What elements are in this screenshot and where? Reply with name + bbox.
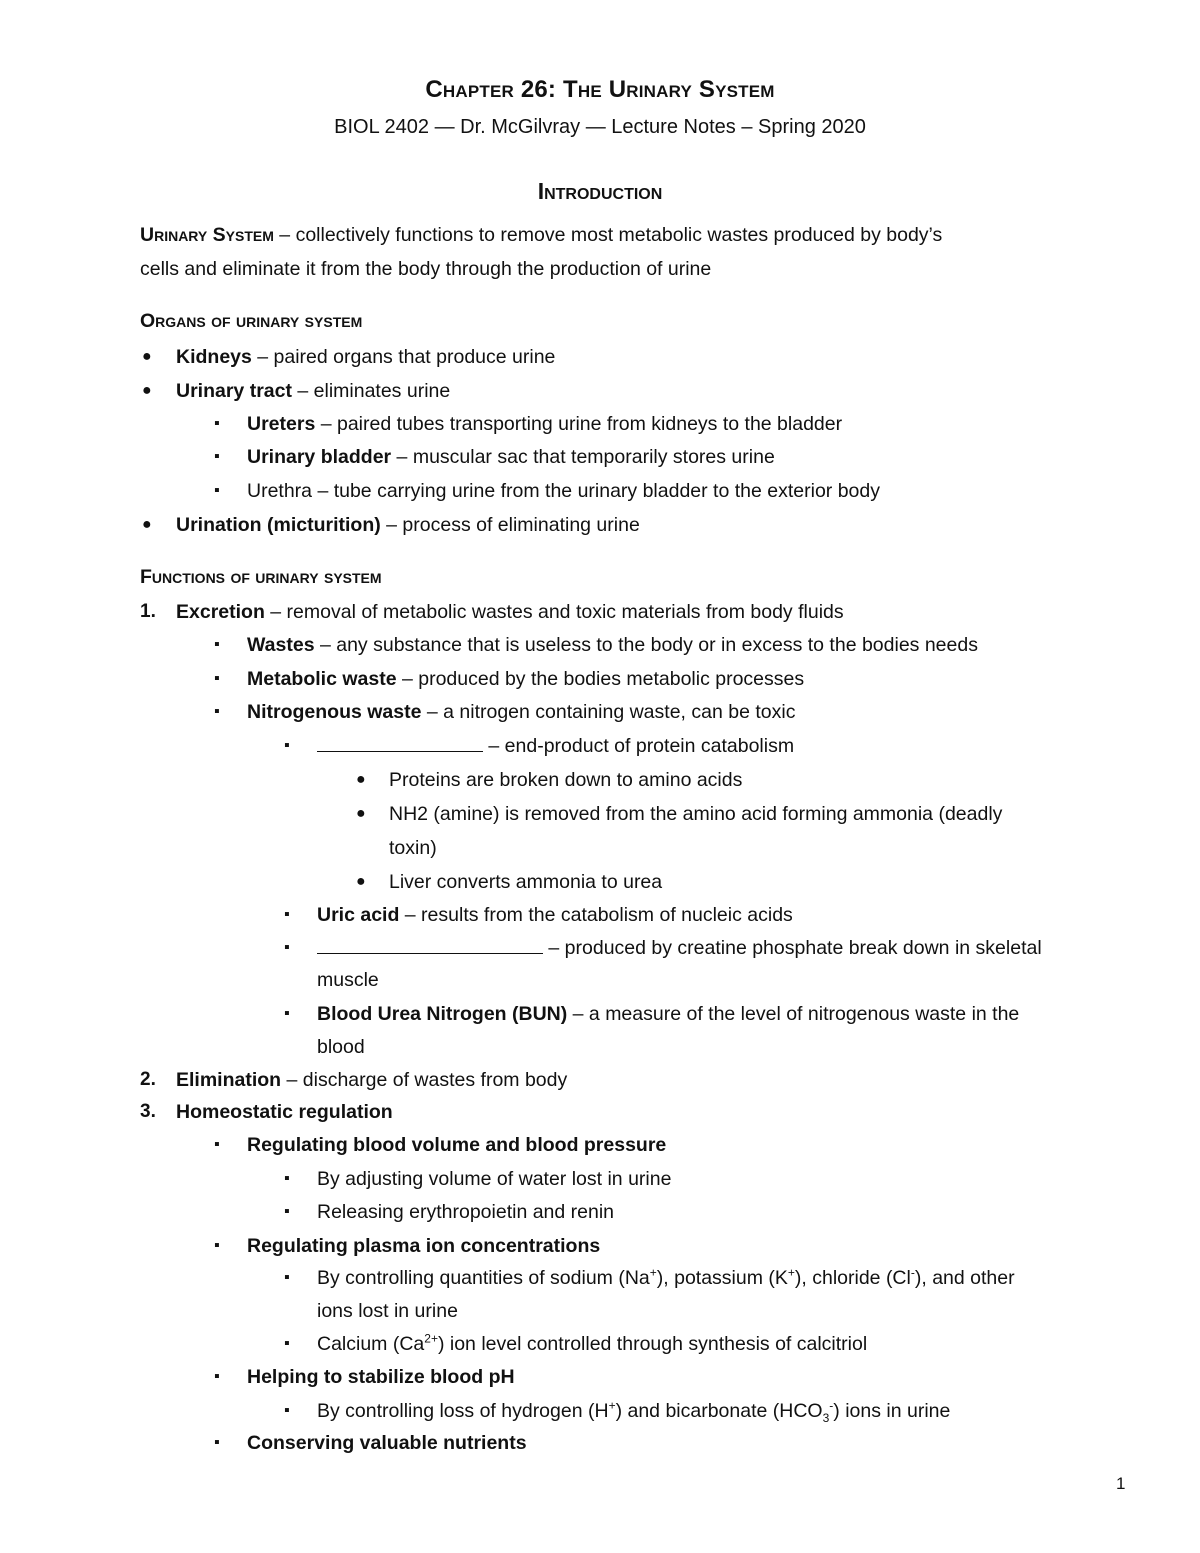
page-number: 1: [1116, 1474, 1126, 1493]
fill-in-blank: [317, 733, 483, 752]
desc: – produced by creatine phosphate break down in skeletal: [543, 937, 1042, 959]
term: Excretion: [176, 601, 265, 623]
round-bullet-icon: ●: [142, 348, 152, 365]
list-number: 3.: [140, 1101, 156, 1122]
desc: – muscular sac that temporarily stores urine: [391, 446, 775, 468]
list-item-ion-sub-1: [317, 1265, 1015, 1291]
square-bullet-icon: ▪: [214, 636, 220, 653]
organs-heading: [140, 308, 362, 334]
page-subtitle: BIOL 2402 — Dr. McGilvray — Lecture Notes – Spring 2020: [334, 116, 866, 138]
superscript: +: [649, 1265, 657, 1280]
square-bullet-icon: ▪: [214, 670, 220, 687]
list-item-creatinine-blank: [317, 935, 1042, 961]
desc: – discharge of wastes from body: [281, 1069, 568, 1091]
term: Uric acid: [317, 904, 400, 926]
fill-in-blank: [317, 935, 543, 954]
section-heading-text: Introduction: [537, 178, 663, 204]
desc: – a nitrogen containing waste, can be toxic: [421, 701, 796, 723]
square-bullet-icon: ▪: [214, 415, 220, 432]
round-bullet-icon: ●: [356, 805, 366, 822]
list-item-urethra: Urethra – tube carrying urine from the urinary bladder to the exterior body: [247, 480, 880, 502]
list-item-urea-sub-3: Liver converts ammonia to urea: [389, 871, 663, 893]
superscript: -: [829, 1398, 834, 1413]
square-bullet-icon: ▪: [214, 1237, 220, 1254]
term: Elimination: [176, 1069, 282, 1091]
square-bullet-icon: ▪: [284, 1269, 290, 1286]
list-item-bun-cont: blood: [317, 1036, 365, 1058]
list-item-bladder: [247, 444, 775, 470]
functions-heading: [140, 564, 382, 590]
square-bullet-icon: ▪: [284, 737, 290, 754]
desc: – results from the catabolism of nucleic acids: [399, 904, 793, 926]
square-bullet-icon: ▪: [214, 448, 220, 465]
text: ), potassium (K: [656, 1267, 788, 1289]
list-item-nitrogenous-waste: [247, 699, 795, 725]
text: By controlling loss of hydrogen (H: [317, 1400, 609, 1422]
intro-text-1: – collectively functions to remove most metabolic wastes produced by body’s: [273, 224, 943, 246]
list-item-ion-sub-2: [317, 1331, 867, 1357]
square-bullet-icon: ▪: [284, 1170, 290, 1187]
term: Urinary bladder: [247, 446, 392, 468]
list-item-urea-sub-2: NH2 (amine) is removed from the amino acid forming ammonia (deadly: [389, 803, 1003, 825]
list-item-ion-sub-1-cont: ions lost in urine: [317, 1300, 458, 1322]
text: ) ions in urine: [833, 1400, 951, 1422]
superscript: +: [608, 1398, 616, 1413]
list-item-bv-sub-2: Releasing erythropoietin and renin: [317, 1201, 615, 1223]
text: Calcium (Ca: [317, 1333, 425, 1355]
term: Metabolic waste: [247, 668, 397, 690]
term: Regulating plasma ion concentrations: [247, 1235, 601, 1257]
list-item-wastes: [247, 632, 978, 658]
term: Blood Urea Nitrogen (BUN): [317, 1003, 568, 1025]
term: Conserving valuable nutrients: [247, 1432, 527, 1454]
square-bullet-icon: ▪: [214, 1434, 220, 1451]
subscript: 3: [822, 1410, 830, 1425]
intro-line-1: [140, 222, 942, 248]
desc: – any substance that is useless to the body or in excess to the bodies needs: [314, 634, 978, 656]
desc: – a measure of the level of nitrogenous waste in the: [567, 1003, 1020, 1025]
list-number: 1.: [140, 601, 156, 622]
superscript: +: [787, 1265, 795, 1280]
round-bullet-icon: ●: [142, 382, 152, 399]
square-bullet-icon: ▪: [214, 1368, 220, 1385]
term: Urination (micturition): [176, 514, 381, 536]
text: ) ion level controlled through synthesis of calcitriol: [437, 1333, 868, 1355]
square-bullet-icon: ▪: [284, 939, 290, 956]
term: Nitrogenous waste: [247, 701, 422, 723]
list-number: 2.: [140, 1069, 156, 1090]
square-bullet-icon: ▪: [214, 1136, 220, 1153]
term: Wastes: [247, 634, 315, 656]
list-item-kidneys: [176, 344, 555, 370]
square-bullet-icon: ▪: [214, 482, 220, 499]
title-text: Chapter 26: The Urinary System: [425, 76, 775, 103]
text: ), chloride (Cl: [794, 1267, 911, 1289]
round-bullet-icon: ●: [142, 516, 152, 533]
desc: – removal of metabolic wastes and toxic materials from body fluids: [264, 601, 844, 623]
desc: – process of eliminating urine: [380, 514, 640, 536]
list-item-urea-sub-1: Proteins are broken down to amino acids: [389, 769, 743, 791]
superscript: 2+: [424, 1331, 438, 1346]
list-item-urinary-tract: [176, 378, 450, 404]
list-item-homeostatic: [176, 1099, 393, 1125]
superscript: -: [910, 1265, 915, 1280]
list-item-metabolic-waste: [247, 666, 804, 692]
square-bullet-icon: ▪: [284, 1335, 290, 1352]
list-item-urea-sub-2-cont: toxin): [389, 837, 437, 859]
term: Regulating blood volume and blood pressure: [247, 1134, 667, 1156]
intro-term: Urinary System: [140, 224, 274, 246]
text: ) and bicarbonate (HCO: [615, 1400, 823, 1422]
square-bullet-icon: ▪: [214, 703, 220, 720]
list-item-excretion: [176, 599, 844, 625]
square-bullet-icon: ▪: [284, 1402, 290, 1419]
desc: – end-product of protein catabolism: [483, 735, 795, 757]
list-item-bv-sub-1: By adjusting volume of water lost in urine: [317, 1168, 672, 1190]
term: Homeostatic regulation: [176, 1101, 393, 1123]
list-item-plasma-ion: [247, 1233, 600, 1259]
list-item-elimination: [176, 1067, 567, 1093]
desc: – eliminates urine: [291, 380, 451, 402]
list-item-creatinine-cont: muscle: [317, 969, 379, 991]
list-item-nutrients: [247, 1430, 527, 1456]
section-heading: [0, 178, 1200, 205]
desc: – produced by the bodies metabolic processes: [396, 668, 805, 690]
list-item-bun: [317, 1001, 1019, 1027]
desc: – paired tubes transporting urine from kidneys to the bladder: [315, 413, 843, 435]
term: Helping to stabilize blood pH: [247, 1366, 515, 1388]
text: By controlling quantities of sodium (Na: [317, 1267, 650, 1289]
intro-line-2: cells and eliminate it from the body through the production of urine: [140, 258, 712, 280]
functions-heading-text: Functions of urinary system: [140, 566, 382, 588]
list-item-ph: [247, 1364, 515, 1390]
text: ), and other: [914, 1267, 1015, 1289]
list-item-uric-acid: [317, 902, 793, 928]
desc: – paired organs that produce urine: [251, 346, 556, 368]
term: Kidneys: [176, 346, 252, 368]
list-item-urea-blank: [317, 733, 794, 759]
round-bullet-icon: ●: [356, 873, 366, 890]
round-bullet-icon: ●: [356, 771, 366, 788]
square-bullet-icon: ▪: [284, 1005, 290, 1022]
list-item-urination: [176, 512, 640, 538]
list-item-ureters: [247, 411, 842, 437]
square-bullet-icon: ▪: [284, 1203, 290, 1220]
term: Ureters: [247, 413, 316, 435]
list-item-blood-volume: [247, 1132, 666, 1158]
list-item-ph-sub-1: [317, 1398, 950, 1424]
organs-heading-text: Organs of urinary system: [140, 310, 363, 332]
term: Urinary tract: [176, 380, 292, 402]
square-bullet-icon: ▪: [284, 906, 290, 923]
page-title: [0, 76, 1200, 104]
